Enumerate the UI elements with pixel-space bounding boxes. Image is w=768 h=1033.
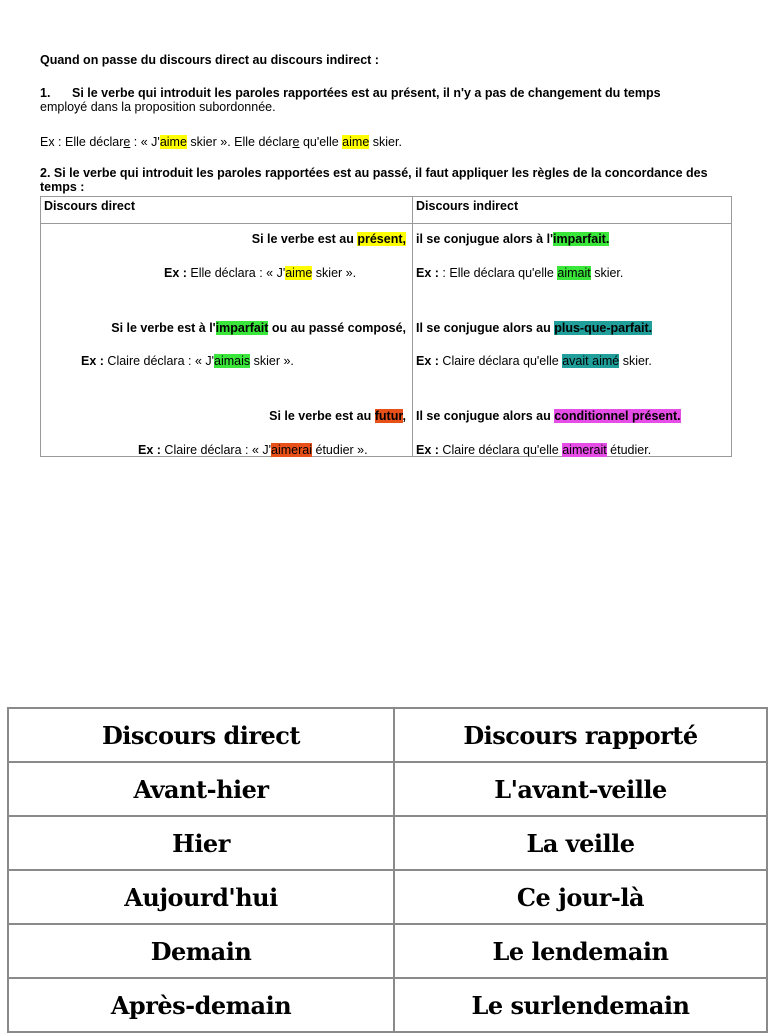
example-line: Ex : Claire déclara qu'elle aimerait étudier. [416,443,652,457]
rule-1-rest: employé dans la proposition subordonnée. [40,100,276,114]
highlighted-verb: aime [159,135,187,149]
highlighted-verb: aimerai [271,443,313,457]
example-1: Ex : Elle déclare : « J'aime skier ». Elle déclare qu'elle aime skier. [40,135,402,149]
example-line: Ex : : Elle déclara qu'elle aimait skier. [416,266,624,280]
rule-line: Si le verbe est au présent, [251,232,406,246]
table-cell: La veille [394,816,767,870]
rule-line: Si le verbe est au futur, [269,409,406,423]
table-cell: Aujourd'hui [8,870,394,924]
table-row [41,224,732,457]
example-line: Ex : Claire déclara qu'elle avait aimé skier. [416,354,652,368]
table-cell: Discours rapporté [394,708,767,762]
rule-2-paragraph: 2. Si le verbe qui introduit les paroles rapportées est au passé, il faut appliquer les règles de la concordance des temps : [40,166,708,194]
example-line: Ex : Elle déclara : « J'aime skier ». [164,266,357,280]
rule-1-paragraph [40,86,732,114]
header-direct: Discours direct [41,197,413,224]
highlighted-verb: aime [342,135,370,149]
highlighted-tense: conditionnel présent. [554,409,681,423]
table-cell: Le surlendemain [394,978,767,1032]
table-header-row [8,708,767,762]
table-cell: L'avant-veille [394,762,767,816]
direct-cell [41,224,413,457]
highlighted-tense: plus-que-parfait. [554,321,653,335]
highlighted-tense: imparfait. [553,232,610,246]
rule-line: Il se conjugue alors au plus-que-parfait. [416,321,653,335]
table-cell: Après-demain [8,978,394,1032]
table-row [8,762,767,816]
rule-line: Il se conjugue alors au conditionnel présent. [416,409,681,423]
table-header-row [41,197,732,224]
highlighted-tense: futur [374,409,403,423]
header-indirect: Discours indirect [413,197,732,224]
highlighted-verb: aime [285,266,313,280]
table-cell: Le lendemain [394,924,767,978]
table-row [8,816,767,870]
highlighted-verb: aimerait [562,443,607,457]
document-heading: Quand on passe du discours direct au discours indirect : [40,53,379,67]
example-line: Ex : Claire déclara : « J'aimais skier ». [81,354,294,368]
table-row [8,924,767,978]
highlighted-tense: imparfait [215,321,269,335]
table-row [8,870,767,924]
table-cell: Hier [8,816,394,870]
tense-concordance-table [40,196,732,457]
table-cell: Ce jour-là [394,870,767,924]
table-cell: Demain [8,924,394,978]
indirect-cell [413,224,732,457]
rule-line: il se conjugue alors à l'imparfait. [416,232,610,246]
rule-1-lead: Si le verbe qui introduit les paroles rapportées est au présent, il n'y a pas de changement du temps [72,86,661,100]
table-cell: Discours direct [8,708,394,762]
rule-line: Si le verbe est à l'imparfait ou au passé composé, [111,321,406,335]
highlighted-verb: aimait [557,266,591,280]
table-cell: Avant-hier [8,762,394,816]
highlighted-tense: présent, [357,232,406,246]
highlighted-verb: aimais [214,354,251,368]
highlighted-verb: avait aimé [562,354,620,368]
rule-1-number: 1. [40,86,51,100]
example-line: Ex : Claire déclara : « J'aimerai étudier ». [138,443,368,457]
time-expressions-table [7,707,768,1033]
